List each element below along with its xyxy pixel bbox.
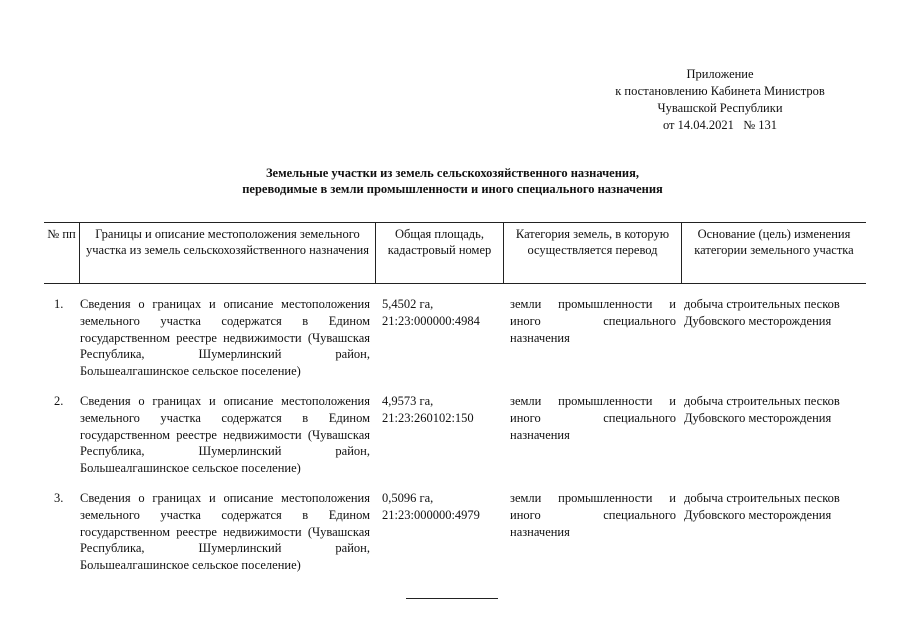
header-description: Границы и описание местоположения земельного участка из земель сельскохозяйственного назначения: [80, 223, 376, 283]
row-number: 1.: [54, 297, 64, 311]
row-area-cadastral: [376, 296, 504, 380]
row-category: земли промышленности и иного специального назначения: [510, 491, 676, 539]
row-area: 4,9573 га,: [382, 394, 434, 408]
row-category: земли промышленности и иного специального назначения: [510, 394, 676, 442]
row-purpose: добыча строительных песков Дубовского месторождения: [684, 297, 840, 328]
table-row: [44, 296, 866, 380]
appendix-line: Приложение: [686, 67, 754, 81]
header-area: Общая площадь, кадастровый номер: [376, 223, 504, 283]
row-description: Сведения о границах и описание местоположения земельного участка содержатся в Едином государственном реестре недвижимости (Чувашская Республика, Шумерлинский район, Большеалгашинское сельское поселение): [80, 297, 370, 379]
row-area-cadastral: [376, 393, 504, 477]
row-number: 3.: [54, 491, 64, 505]
row-number: 2.: [54, 394, 64, 408]
appendix-line: Чувашской Республики: [657, 101, 783, 115]
row-cadastral: 21:23:000000:4979: [382, 507, 480, 522]
title-line: переводимые в земли промышленности и иного специального назначения: [242, 182, 663, 196]
row-purpose: добыча строительных песков Дубовского месторождения: [684, 394, 840, 425]
header-category: Категория земель, в которую осуществляется перевод: [504, 223, 682, 283]
footer-separator-line: [406, 598, 498, 599]
row-cadastral: 21:23:260102:150: [382, 410, 474, 425]
header-number: № пп: [44, 223, 80, 283]
appendix-block: [590, 66, 850, 134]
row-description: Сведения о границах и описание местоположения земельного участка содержатся в Едином государственном реестре недвижимости (Чувашская Республика, Шумерлинский район, Большеалгашинское сельское поселение): [80, 394, 370, 476]
header-purpose: Основание (цель) изменения категории земельного участка: [694, 227, 854, 257]
row-description: Сведения о границах и описание местоположения земельного участка содержатся в Едином государственном реестре недвижимости (Чувашская Республика, Шумерлинский район, Большеалгашинское сельское поселение): [80, 491, 370, 573]
table-row: [44, 393, 866, 477]
land-plots-table: [44, 222, 866, 573]
appendix-line: к постановлению Кабинета Министров: [615, 84, 825, 98]
title-line: Земельные участки из земель сельскохозяйственного назначения,: [265, 166, 640, 180]
table-row: [44, 490, 866, 574]
row-area: 0,5096 га,: [382, 491, 434, 505]
table-header: [44, 222, 866, 284]
row-area: 5,4502 га,: [382, 297, 434, 311]
document-title: [150, 165, 755, 197]
row-category: земли промышленности и иного специального назначения: [510, 297, 676, 345]
appendix-date-number: от 14.04.2021 № 131: [662, 118, 778, 132]
row-area-cadastral: [376, 490, 504, 574]
row-purpose: добыча строительных песков Дубовского месторождения: [684, 491, 840, 522]
row-cadastral: 21:23:000000:4984: [382, 313, 480, 328]
